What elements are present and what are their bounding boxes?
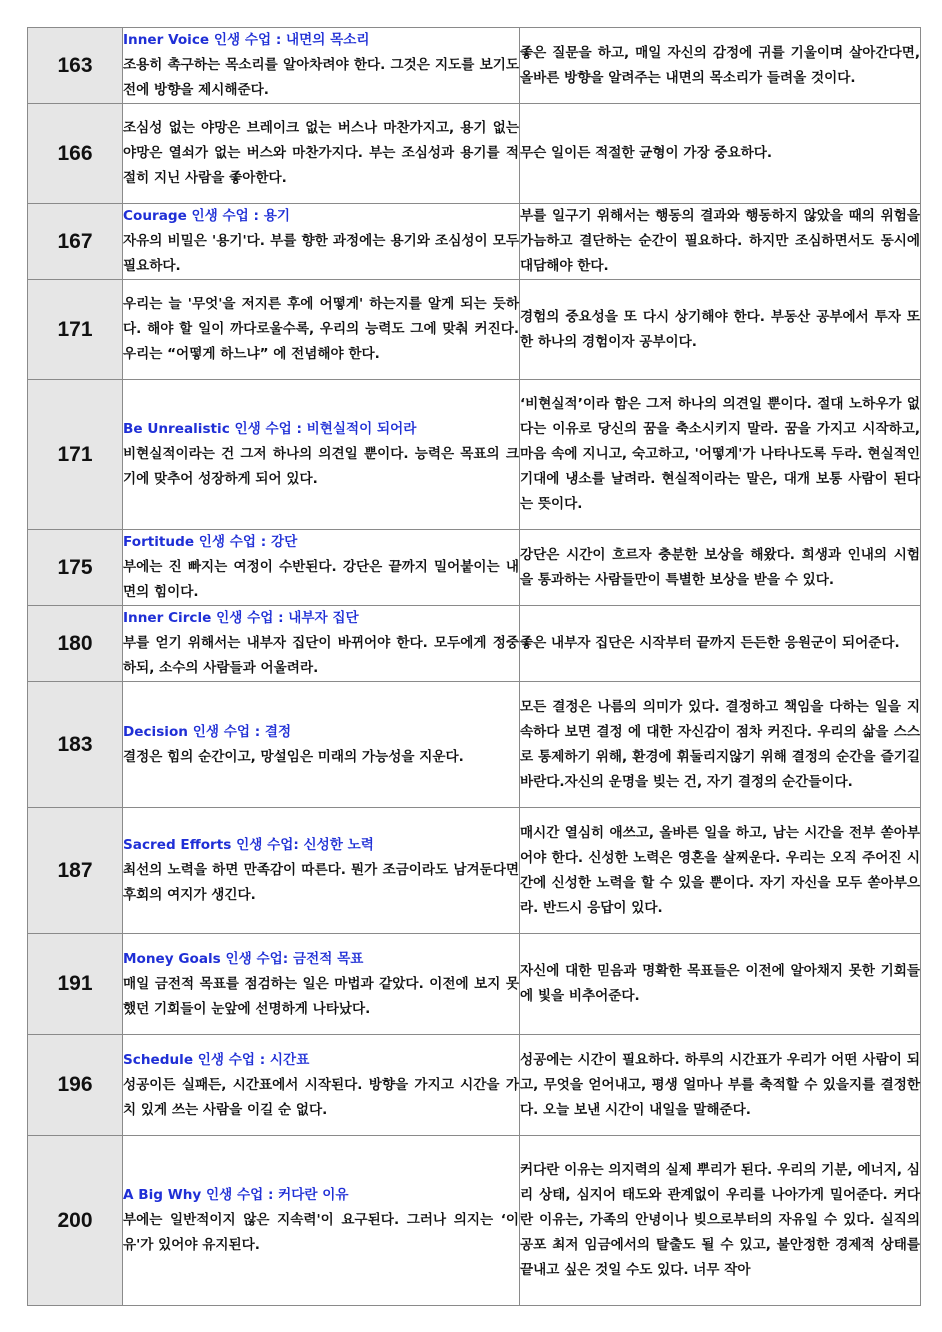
summary-cell bbox=[123, 204, 520, 280]
summary-cell bbox=[123, 104, 520, 204]
comment-text: 자신에 대한 믿음과 명확한 목표들은 이전에 알아채지 못한 기회들에 빛을 비추어준다. bbox=[520, 963, 920, 1004]
lesson-title: A Big Why 인생 수업 : 커다란 이유 bbox=[123, 1187, 349, 1203]
page-number: 191 bbox=[28, 934, 123, 1035]
summary-cell bbox=[123, 606, 520, 682]
lesson-title: Money Goals 인생 수업: 금전적 목표 bbox=[123, 950, 364, 967]
summary-cell bbox=[123, 1136, 520, 1306]
summary-text: 최선의 노력을 하면 만족감이 따른다. 뭔가 조금이라도 남겨둔다면 후회의 여지가 생긴다. bbox=[123, 862, 519, 903]
comment-text: 부를 일구기 위해서는 행동의 결과와 행동하지 않았을 때의 위험을 가늠하고 결단하는 순간이 필요하다. 하지만 조심하면서도 동시에 대담해야 한다. bbox=[520, 208, 920, 274]
table-row bbox=[28, 204, 921, 280]
table-row bbox=[28, 1035, 921, 1136]
comment-cell bbox=[520, 530, 921, 606]
comment-text: 강단은 시간이 흐르자 충분한 보상을 해왔다. 희생과 인내의 시험 을 통과하는 사람들만이 특별한 보상을 받을 수 있다. bbox=[520, 546, 920, 588]
table-row bbox=[28, 104, 921, 204]
comment-cell bbox=[520, 104, 921, 204]
summary-text: 우리는 늘 '무엇'을 저지른 후에 어떻게' 하는지를 알게 되는 듯하다. 해야 할 일이 까다로울수록, 우리의 능력도 그에 맞춰 커진다. 우리는 “어떻게 하느냐” 에 전념해야 한다. bbox=[123, 296, 519, 362]
comment-cell bbox=[520, 1136, 921, 1306]
lesson-title: Inner Circle 인생 수업 : 내부자 집단 bbox=[123, 610, 359, 626]
summary-text: 부에는 진 빠지는 여정이 수반된다. 강단은 끝까지 밀어붙이는 내면의 힘이다. bbox=[123, 559, 519, 600]
summary-cell bbox=[123, 280, 520, 380]
page-number: 196 bbox=[28, 1035, 123, 1136]
reading-notes-table bbox=[27, 27, 921, 1306]
lesson-title: Courage 인생 수업 : 용기 bbox=[123, 208, 290, 224]
summary-cell bbox=[123, 28, 520, 104]
comment-cell bbox=[520, 682, 921, 808]
comment-cell bbox=[520, 934, 921, 1035]
comment-cell bbox=[520, 606, 921, 682]
summary-cell bbox=[123, 530, 520, 606]
table-row bbox=[28, 380, 921, 530]
summary-text: 조심성 없는 야망은 브레이크 없는 버스나 마찬가지고, 용기 없는 야망은 열쇠가 없는 버스와 마찬가지다. 부는 조심성과 용기를 적절히 지닌 사람을 좋아한다. bbox=[123, 120, 519, 186]
summary-cell bbox=[123, 1035, 520, 1136]
summary-cell bbox=[123, 934, 520, 1035]
summary-text: 성공이든 실패든, 시간표에서 시작된다. 방향을 가지고 시간을 가치 있게 쓰는 사람을 이길 순 없다. bbox=[123, 1076, 519, 1118]
lesson-title: Schedule 인생 수업 : 시간표 bbox=[123, 1051, 310, 1068]
summary-cell bbox=[123, 682, 520, 808]
page-number: 175 bbox=[28, 530, 123, 606]
lesson-title: Decision 인생 수업 : 결정 bbox=[123, 723, 292, 740]
summary-text: 부를 얻기 위해서는 내부자 집단이 바뀌어야 한다. 모두에게 정중하되, 소수의 사람들과 어울려라. bbox=[123, 635, 519, 676]
page-number: 171 bbox=[28, 380, 123, 530]
comment-cell bbox=[520, 380, 921, 530]
table-row bbox=[28, 808, 921, 934]
comment-cell bbox=[520, 1035, 921, 1136]
comment-cell bbox=[520, 280, 921, 380]
comment-text: 커다란 이유는 의지력의 실제 뿌리가 된다. 우리의 기분, 에너지, 심리 상태, 심지어 태도와 관계없이 우리를 나아가게 밀어준다. 커다란 이유는, 가족의 안녕이나 빚으로부터의 자유일 수 있다. 실직의 공포 최저 임금에서의 탈출도 될 수 있고, 불안정한 경제적 상태를 끝내고 싶은 것일 수도 있다. 너무 작아 bbox=[520, 1162, 920, 1278]
comment-text: 좋은 질문을 하고, 매일 자신의 감정에 귀를 기울이며 살아간다면, 올바른 방향을 알려주는 내면의 목소리가 들려올 것이다. bbox=[520, 44, 920, 86]
lesson-title: Inner Voice 인생 수업 : 내면의 목소리 bbox=[123, 32, 370, 48]
summary-text: 부에는 일반적이지 않은 지속력'이 요구된다. 그러나 의지는 ‘이유'가 있어야 유지된다. bbox=[123, 1212, 519, 1253]
summary-text: 매일 금전적 목표를 점검하는 일은 마법과 같았다. 이전에 보지 못했던 기회들이 눈앞에 선명하게 나타났다. bbox=[123, 975, 519, 1017]
page-number: 180 bbox=[28, 606, 123, 682]
summary-cell bbox=[123, 380, 520, 530]
lesson-title: Be Unrealistic 인생 수업 : 비현실적이 되어라 bbox=[123, 421, 417, 437]
summary-text: 조용히 촉구하는 목소리를 알아차려야 한다. 그것은 지도를 보기도 전에 방향을 제시해준다. bbox=[123, 57, 519, 98]
page-number: 200 bbox=[28, 1136, 123, 1306]
page-number: 163 bbox=[28, 28, 123, 104]
lesson-title: Sacred Efforts 인생 수업: 신성한 노력 bbox=[123, 837, 374, 853]
table-row bbox=[28, 28, 921, 104]
page-number: 167 bbox=[28, 204, 123, 280]
table-row bbox=[28, 1136, 921, 1306]
table-row bbox=[28, 934, 921, 1035]
summary-cell bbox=[123, 808, 520, 934]
comment-cell bbox=[520, 204, 921, 280]
comment-cell bbox=[520, 808, 921, 934]
table-row bbox=[28, 606, 921, 682]
page-number: 187 bbox=[28, 808, 123, 934]
comment-text: 성공에는 시간이 필요하다. 하루의 시간표가 우리가 어떤 사람이 되고, 무엇을 얻어내고, 평생 얼마나 부를 축적할 수 있을지를 결정한다. 오늘 보낸 시간이 내일을 말해준다. bbox=[520, 1051, 920, 1118]
comment-text: ‘비현실적’이라 함은 그저 하나의 의견일 뿐이다. 절대 노하우가 없다는 이유로 당신의 꿈을 축소시키지 말라. 꿈을 가지고 시작하고, 마음 속에 지니고, 숙고하고, '어떻게'가 나타나도록 두라. 현실적인 기대에 냉소를 날려라. 현실적이라는 말은, 대개 보통 사람이 된다는 뜻이다. bbox=[520, 396, 920, 512]
table-row bbox=[28, 530, 921, 606]
comment-text: 매시간 열심히 애쓰고, 올바른 일을 하고, 남는 시간을 전부 쏟아부어야 한다. 신성한 노력은 영혼을 살찌운다. 우리는 오직 주어진 시간에 신성한 노력을 할 수 있을 뿐이다. 자기 자신을 모두 쏟아부으라. 반드시 응답이 있다. bbox=[520, 824, 920, 916]
table-row bbox=[28, 682, 921, 808]
page-number: 171 bbox=[28, 280, 123, 380]
comment-cell bbox=[520, 28, 921, 104]
table-row bbox=[28, 280, 921, 380]
comment-text: 모든 결정은 나름의 의미가 있다. 결정하고 책임을 다하는 일을 지속하다 보면 결정 에 대한 자신감이 점차 커진다. 우리의 삶을 스스로 통제하기 위해, 환경에 휘둘리지않기 위해 결정의 순간을 즐기길 바란다.자신의 운명을 빚는 건, 자기 결정의 순간들이다. bbox=[520, 698, 920, 790]
comment-text: 좋은 내부자 집단은 시작부터 끝까지 든든한 응원군이 되어준다. bbox=[520, 635, 900, 651]
summary-text: 자유의 비밀은 '용기'다. 부를 향한 과정에는 용기와 조심성이 모두 필요하다. bbox=[123, 233, 519, 274]
summary-text: 결정은 힘의 순간이고, 망설임은 미래의 가능성을 지운다. bbox=[123, 748, 464, 765]
comment-text: 경험의 중요성을 또 다시 상기해야 한다. 부동산 공부에서 투자 또한 하나의 경험이자 공부이다. bbox=[520, 308, 920, 350]
page-number: 183 bbox=[28, 682, 123, 808]
summary-text: 비현실적이라는 건 그저 하나의 의견일 뿐이다. 능력은 목표의 크기에 맞추어 성장하게 되어 있다. bbox=[123, 446, 519, 487]
lesson-title: Fortitude 인생 수업 : 강단 bbox=[123, 534, 298, 550]
comment-text: 무슨 일이든 적절한 균형이 가장 중요하다. bbox=[520, 145, 773, 161]
page-number: 166 bbox=[28, 104, 123, 204]
